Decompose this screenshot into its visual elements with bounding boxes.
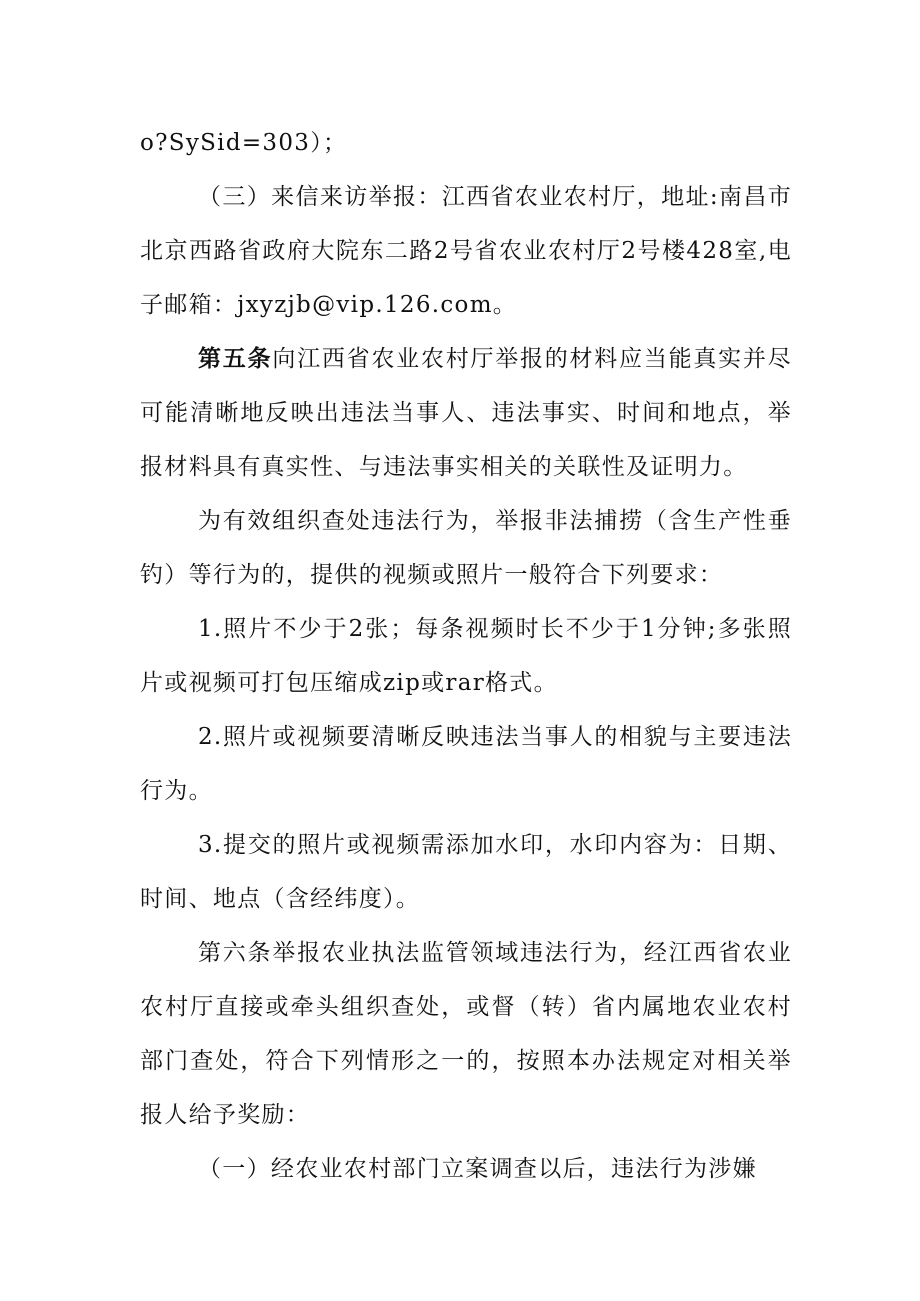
paragraph-evidence-intro: 为有效组织查处违法行为，举报非法捕捞（含生产性垂钓）等行为的，提供的视频或照片一般符合下列要求： [140, 508, 792, 588]
paragraph-continuation: o?SySid=303）； [140, 130, 348, 156]
document-body [140, 116, 792, 1196]
paragraph-letter-visit: （三）来信来访举报：江西省农业农村厅，地址:南昌市北京西路省政府大院东二路2号省农业农村厅2号楼428室,电子邮箱：jxyzjb@vip.126.com。 [140, 184, 792, 318]
paragraph-article-5 [140, 332, 792, 494]
article-5-heading: 第五条 [198, 345, 273, 372]
paragraph-reward-case-1: （一）经农业农村部门立案调查以后，违法行为涉嫌 [198, 1156, 757, 1182]
article-5-body: 向江西省农业农村厅举报的材料应当能真实并尽可能清晰地反映出违法当事人、违法事实、时间和地点，举报材料具有真实性、与违法事实相关的关联性及证明力。 [140, 346, 792, 480]
paragraph-requirement-3: 3.提交的照片或视频需添加水印，水印内容为：日期、时间、地点（含经纬度）。 [140, 832, 792, 912]
paragraph-requirement-1: 1.照片不少于2张；每条视频时长不少于1分钟;多张照片或视频可打包压缩成zip或rar格式。 [140, 616, 792, 696]
paragraph-requirement-2: 2.照片或视频要清晰反映违法当事人的相貌与主要违法行为。 [140, 724, 792, 804]
paragraph-article-6: 第六条举报农业执法监管领域违法行为，经江西省农业农村厅直接或牵头组织查处，或督（转）省内属地农业农村部门查处，符合下列情形之一的，按照本办法规定对相关举报人给予奖励： [140, 940, 792, 1128]
